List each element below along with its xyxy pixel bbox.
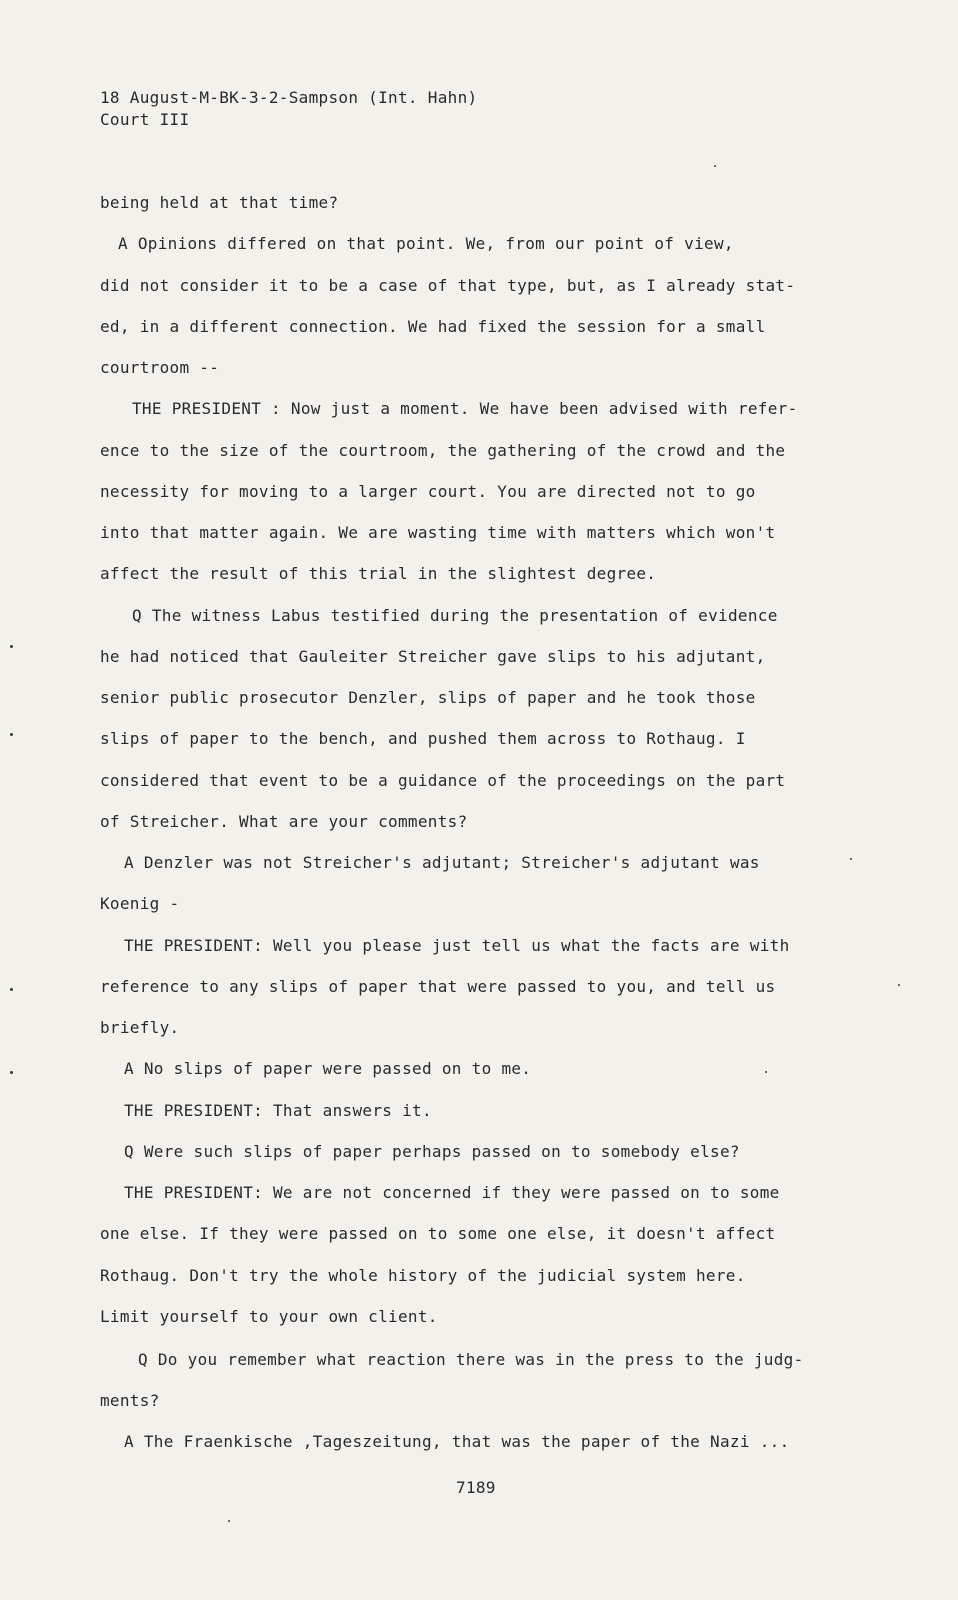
body-line: THE PRESIDENT: That answers it. bbox=[124, 1101, 432, 1120]
body-line: he had noticed that Gauleiter Streicher gave slips to his adjutant, bbox=[100, 647, 766, 666]
body-line: THE PRESIDENT: We are not concerned if they were passed on to some bbox=[124, 1183, 780, 1202]
body-line: into that matter again. We are wasting time with matters which won't bbox=[100, 523, 776, 542]
body-line: affect the result of this trial in the slightest degree. bbox=[100, 564, 657, 583]
body-line: being held at that time? bbox=[100, 193, 339, 212]
scan-speck bbox=[10, 988, 13, 991]
body-line: Q Do you remember what reaction there was in the press to the judg- bbox=[138, 1350, 804, 1369]
body-line: A Denzler was not Streicher's adjutant; Streicher's adjutant was bbox=[124, 853, 760, 872]
page-number: 7189 bbox=[456, 1478, 496, 1497]
body-line: briefly. bbox=[100, 1018, 180, 1037]
body-line: did not consider it to be a case of that type, but, as I already stat- bbox=[100, 276, 796, 295]
scan-speck bbox=[10, 1071, 13, 1074]
body-line: ence to the size of the courtroom, the gathering of the crowd and the bbox=[100, 441, 786, 460]
scan-speck bbox=[10, 733, 13, 736]
scan-speck bbox=[898, 984, 900, 986]
scan-speck bbox=[714, 165, 716, 167]
body-line: THE PRESIDENT : Now just a moment. We have been advised with refer- bbox=[132, 399, 798, 418]
scan-speck bbox=[228, 1520, 230, 1522]
header-line-1: 18 August-M-BK-3-2-Sampson (Int. Hahn) bbox=[100, 88, 478, 107]
body-line: Koenig - bbox=[100, 894, 180, 913]
body-line: considered that event to be a guidance of the proceedings on the part bbox=[100, 771, 786, 790]
body-line: A No slips of paper were passed on to me. bbox=[124, 1059, 532, 1078]
body-line: Rothaug. Don't try the whole history of the judicial system here. bbox=[100, 1266, 746, 1285]
body-line: THE PRESIDENT: Well you please just tell us what the facts are with bbox=[124, 936, 790, 955]
header-line-2: Court III bbox=[100, 110, 190, 129]
body-line: Q The witness Labus testified during the presentation of evidence bbox=[132, 606, 778, 625]
body-line: Limit yourself to your own client. bbox=[100, 1307, 438, 1326]
body-line: one else. If they were passed on to some one else, it doesn't affect bbox=[100, 1224, 776, 1243]
body-line: Q Were such slips of paper perhaps passed on to somebody else? bbox=[124, 1142, 740, 1161]
body-line: necessity for moving to a larger court. You are directed not to go bbox=[100, 482, 756, 501]
body-line: ed, in a different connection. We had fixed the session for a small bbox=[100, 317, 766, 336]
body-line: of Streicher. What are your comments? bbox=[100, 812, 468, 831]
body-line: A Opinions differed on that point. We, from our point of view, bbox=[118, 234, 734, 253]
body-line: slips of paper to the bench, and pushed them across to Rothaug. I bbox=[100, 729, 746, 748]
scan-speck bbox=[765, 1071, 767, 1073]
body-line: reference to any slips of paper that were passed to you, and tell us bbox=[100, 977, 776, 996]
scan-speck bbox=[10, 645, 13, 648]
body-line: courtroom -- bbox=[100, 358, 220, 377]
body-line: ments? bbox=[100, 1391, 160, 1410]
scan-speck bbox=[850, 858, 852, 860]
body-line: senior public prosecutor Denzler, slips of paper and he took those bbox=[100, 688, 756, 707]
body-line: A The Fraenkische ,Tageszeitung, that was the paper of the Nazi ... bbox=[124, 1432, 790, 1451]
